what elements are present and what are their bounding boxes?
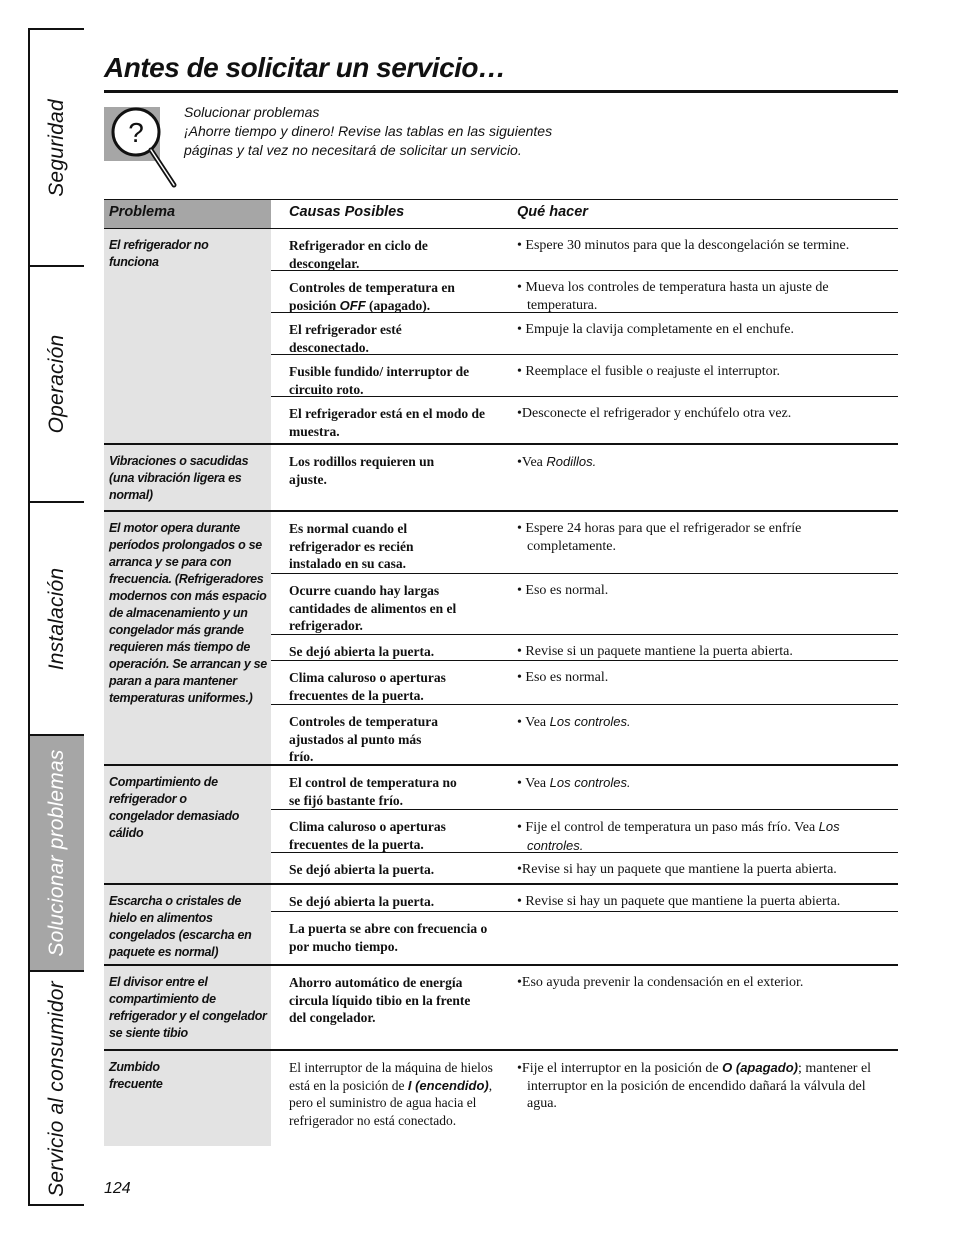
cause-cell: Ahorro automático de energía circula líquido tibio en la frente del congelador. [289,975,471,1025]
todo-cell: • Vea Los controles. [517,775,631,791]
cause-cell: El refrigerador esté desconectado. [289,322,402,355]
intro-line: páginas y tal vez no necesitará de solicitar un servicio. [184,142,522,158]
table-row [271,966,898,1049]
table-row [271,574,898,635]
cause-cell: El control de temperatura no se fijó bastante frío. [289,775,457,808]
header-problem: Problema [104,200,271,228]
cause-cell: Se dejó abierta la puerta. [289,894,435,909]
problem-group [104,445,898,512]
problem-cell: El motor opera durante períodos prolongados o se arranca y se para con frecuencia. (Refrigeradores modernos con más espacio de almacenamiento y un congelador más grande requieren más tiempo de operación. Se arrancan y se paran a para mantener temperaturas uniformes.) [104,512,271,764]
table-row [271,512,898,574]
intro-text [184,103,552,160]
header-causes: Causas Posibles [289,204,405,220]
problem-cell: El refrigerador no funciona [104,229,271,443]
tab-label: Seguridad [45,98,68,197]
cause-cell: La puerta se abre con frecuencia o por mucho tiempo. [289,921,488,954]
todo-cell: • Eso es normal. [517,583,609,598]
todo-cell: •Vea Rodillos. [517,454,597,470]
problem-cell: Compartimiento de refrigerador o congelador demasiado cálido [104,766,271,883]
cause-cell: El interruptor de la máquina de hielos está en la posición de I (encendido), pero el suministro de agua hacia el refrigerador no está conectado. [289,1060,493,1128]
troubleshooting-table [104,199,898,1146]
todo-cell: • Mueva los controles de temperatura hasta un ajuste de temperatura. [517,280,829,313]
table-row [271,313,898,355]
todo-cell: • Vea Los controles. [517,714,631,730]
question-magnifier-icon [104,103,180,189]
todo-cell: • Empuje la clavija completamente en el enchufe. [517,322,794,337]
cause-cell: Refrigerador en ciclo de descongelar. [289,238,428,271]
problem-group [104,966,898,1051]
tab-label: Operación [45,334,68,434]
cause-cell: Los rodillos requieren un ajuste. [289,454,435,487]
problem-group [104,766,898,885]
todo-cell: • Revise si un paquete mantiene la puerta abierta. [517,644,793,659]
todo-cell: •Fije el interruptor en la posición de O (apagado); mantener el interruptor en la posición de encendido dañará la válvula del agua. [517,1060,872,1111]
tab-label: Servicio al consumidor [45,981,68,1197]
table-row [271,766,898,810]
problem-cell: Zumbido frecuente [104,1051,271,1146]
problem-group [104,1051,898,1146]
cause-cell: Se dejó abierta la puerta. [289,862,435,877]
svg-text:?: ? [128,117,144,148]
table-row [271,229,898,271]
tab-solucionar-problemas[interactable] [30,734,84,970]
header-todo: Qué hacer [517,204,588,220]
table-row [271,810,898,853]
problem-group [104,885,898,966]
todo-cell: • Espere 30 minutos para que la descongelación se termine. [517,238,850,253]
intro-line: ¡Ahorre tiempo y dinero! Revise las tablas en las siguientes [184,123,553,139]
todo-cell: • Eso es normal. [517,670,609,685]
tab-label: Instalación [45,567,68,670]
page-number: 124 [104,1180,131,1197]
problem-cell: El divisor entre el compartimiento de refrigerador y el congelador se siente tibio [104,966,271,1049]
todo-cell: • Fije el control de temperatura un paso más frío. Vea Los controles. [517,819,840,853]
todo-cell: • Revise si hay un paquete que mantiene la puerta abierta. [517,894,841,909]
todo-cell: •Desconecte el refrigerador y enchúfelo otra vez. [517,406,792,421]
table-row [271,853,898,883]
tab-operacion[interactable] [30,265,84,501]
cause-cell: Clima caluroso o aperturas frecuentes de la puerta. [289,670,446,703]
table-row [271,661,898,705]
cause-cell: Fusible fundido/ interruptor de circuito roto. [289,364,470,397]
table-row [271,397,898,445]
table-row [271,912,898,964]
table-row [271,705,898,764]
problem-cell: Escarcha o cristales de hielo en alimentos congelados (escarcha en paquete es normal) [104,885,271,964]
tab-instalacion[interactable] [30,501,84,734]
problem-cell: Vibraciones o sacudidas (una vibración ligera es normal) [104,445,271,510]
todo-cell: •Revise si hay un paquete que mantiene la puerta abierta. [517,862,837,877]
cause-cell: Clima caluroso o aperturas frecuentes de la puerta. [289,819,446,852]
tab-label: Solucionar problemas [45,749,68,957]
cause-cell: El refrigerador está en el modo de muestra. [289,406,485,439]
todo-cell: • Reemplace el fusible o reajuste el interruptor. [517,364,781,379]
todo-cell: • Espere 24 horas para que el refrigerador se enfríe completamente. [517,521,802,554]
title-divider [104,90,898,93]
table-row [271,635,898,661]
table-row [271,1051,898,1146]
cause-cell: Controles de temperatura en posición OFF (apagado). [289,280,455,313]
intro-heading: Solucionar problemas [184,104,320,120]
tab-servicio-al-consumidor[interactable] [30,970,84,1206]
problem-group [104,512,898,766]
tab-seguridad[interactable] [30,30,84,265]
table-row [271,271,898,313]
table-row [271,355,898,397]
todo-cell: •Eso ayuda prevenir la condensación en el exterior. [517,975,804,990]
cause-cell: Controles de temperatura ajustados al punto más frío. [289,714,438,764]
page-title: Antes de solicitar un servicio… [104,52,506,83]
table-header [104,199,898,229]
problem-group [104,229,898,445]
table-row [271,445,898,510]
section-tabs [28,28,84,1206]
cause-cell: Se dejó abierta la puerta. [289,644,435,659]
cause-cell: Es normal cuando el refrigerador es recién instalado en su casa. [289,521,414,571]
table-row [271,885,898,912]
cause-cell: Ocurre cuando hay largas cantidades de alimentos en el refrigerador. [289,583,457,633]
